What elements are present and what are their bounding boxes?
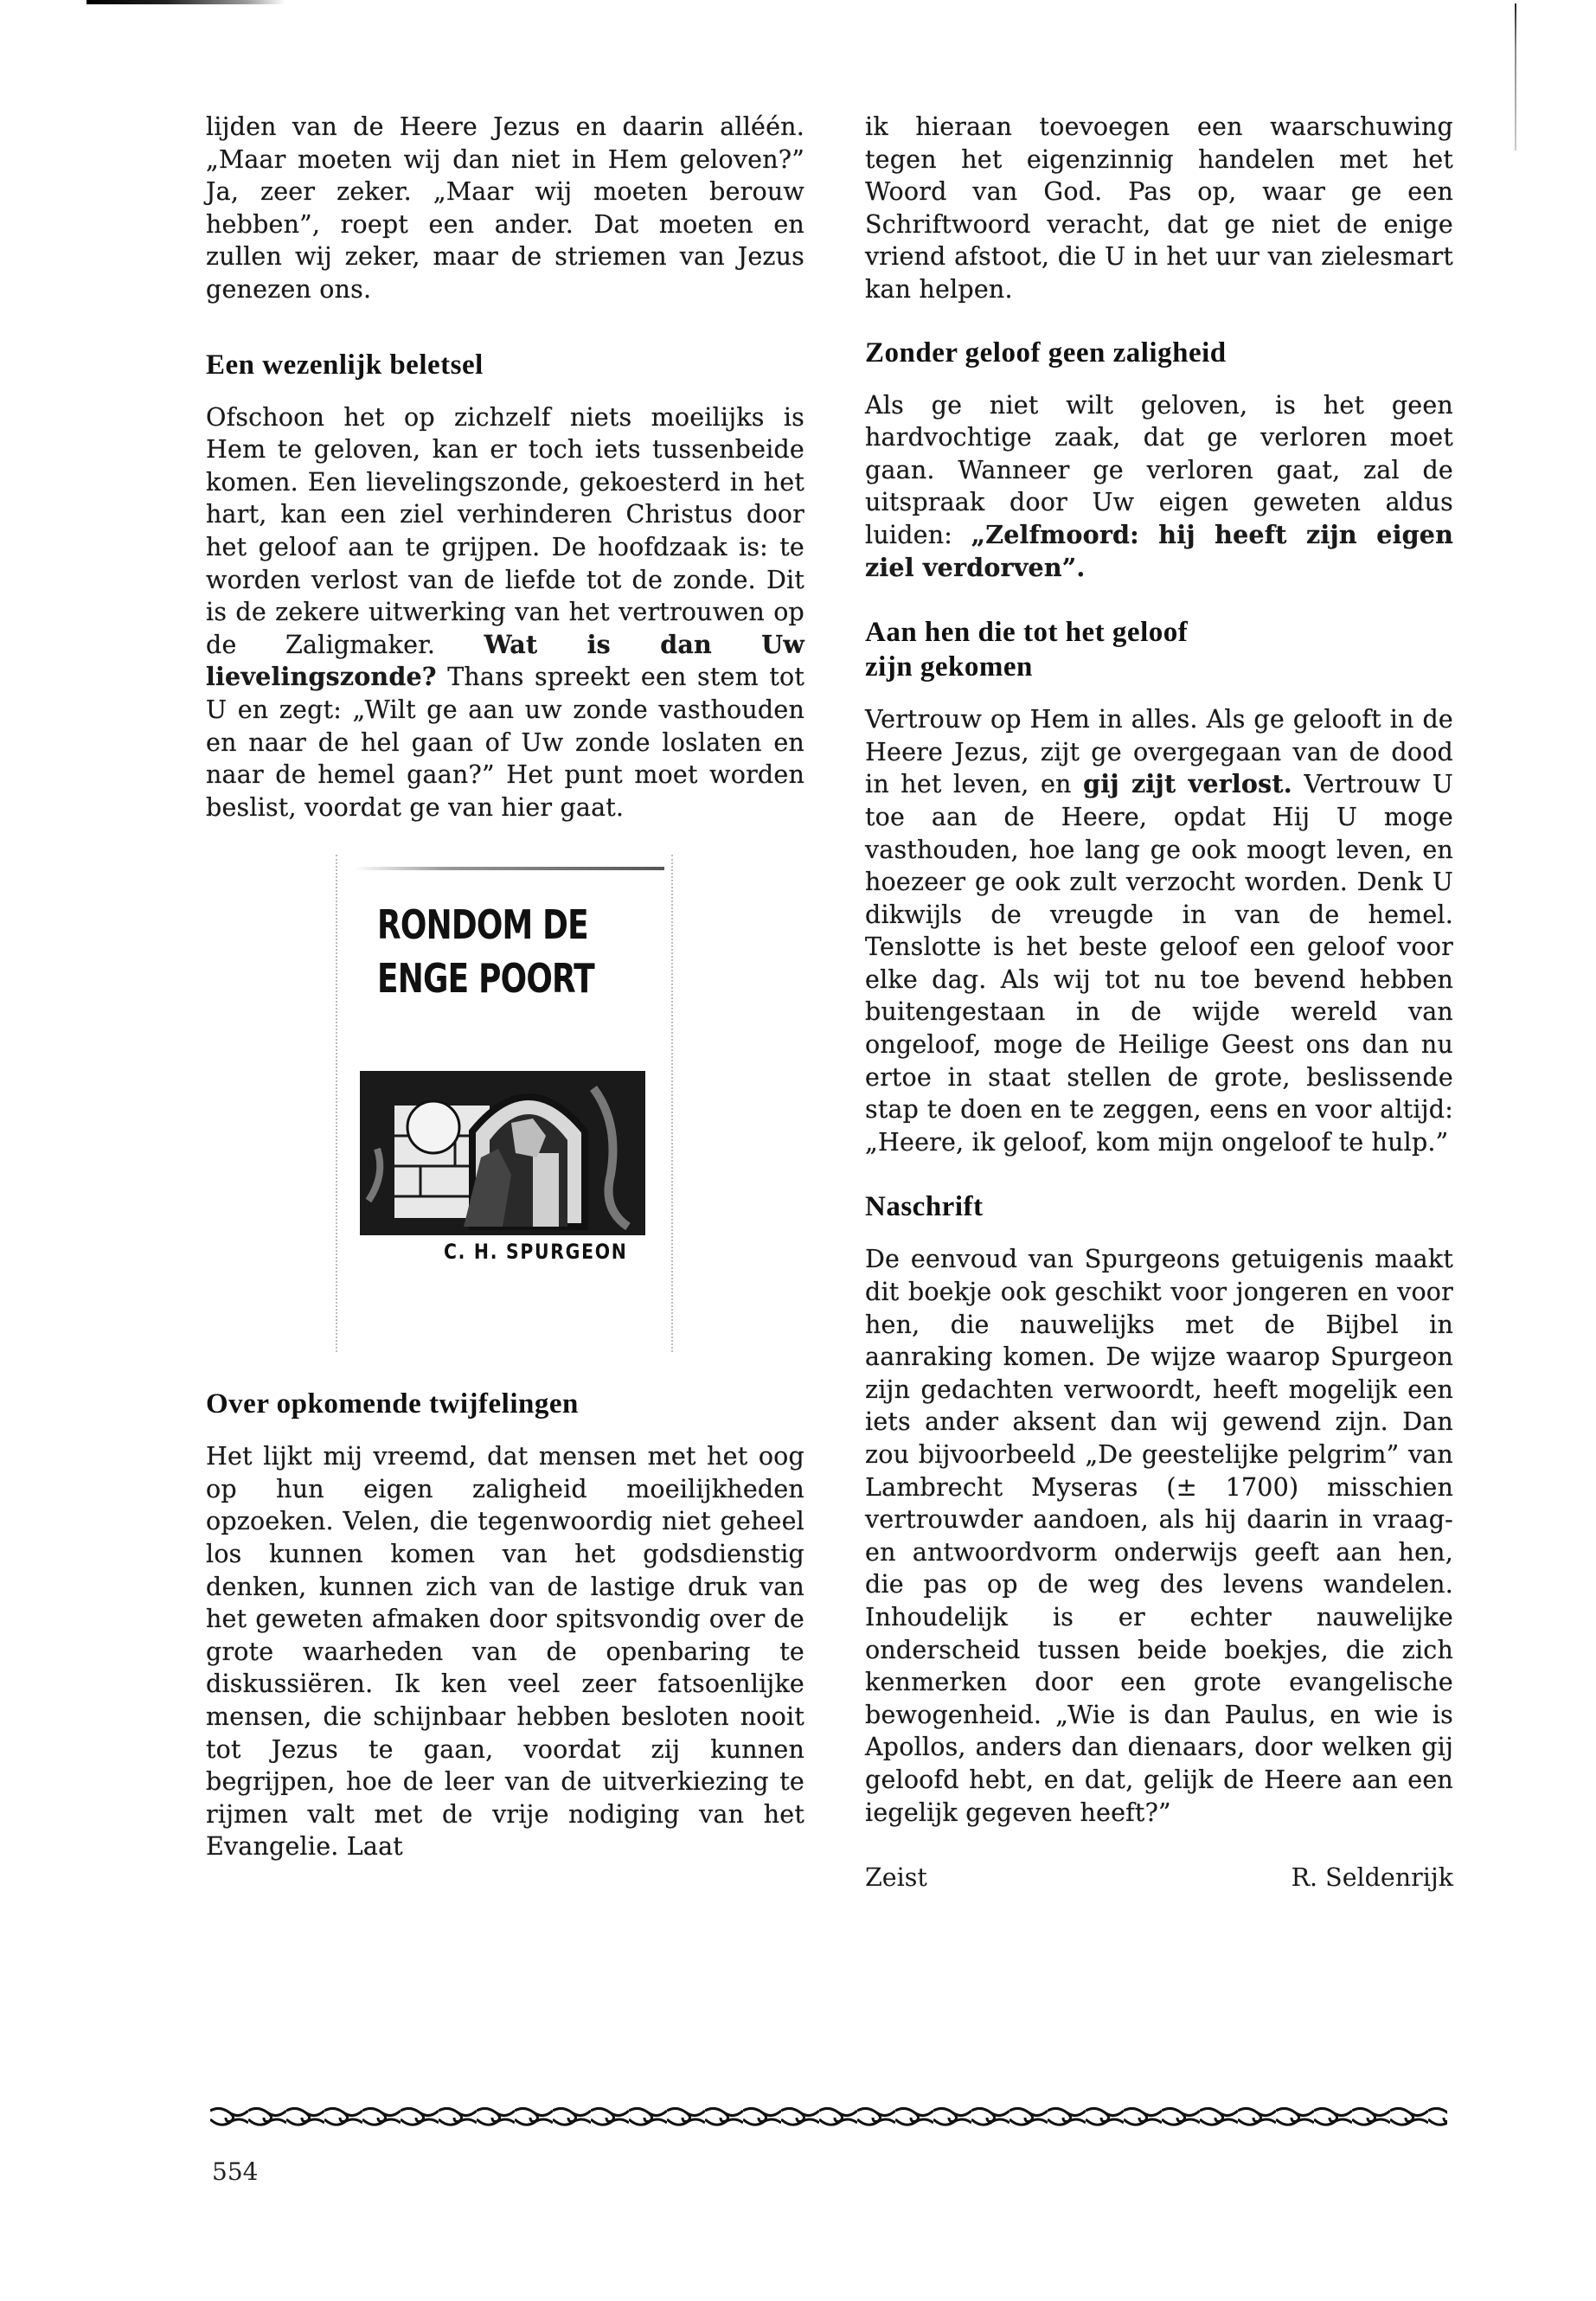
paragraph-text: Als ge niet wilt geloven, is het geen hardvochtige zaak, dat ge verloren moet gaan. Wanneer ge verloren gaat, zal de uitspraak door Uw eigen geweten aldus luiden: (865, 390, 1453, 549)
left-column (206, 111, 804, 1863)
section-heading: Over opkomende twijfelingen (206, 1388, 579, 1420)
paragraph-text: Ofschoon het op zichzelf niets moeilijks is Hem te geloven, kan er toch iets tussenbeide komen. Een lievelingszonde, gekoesterd in het hart, kan een ziel verhinderen Christus door het geloof aan te grijpen. De hoofdzaak is: te worden verlost van de liefde tot de zonde. Dit is de zekere uitwerking van het vertrouwen op de Zaligmaker. (206, 402, 804, 659)
page-number: 554 (212, 2157, 259, 2186)
section-heading: Zonder geloof geen zaligheid (865, 336, 1227, 369)
book-cover-image (336, 855, 673, 1352)
section-heading: Naschrift (865, 1191, 984, 1223)
paragraph-text: Thans spreekt een stem tot U en zegt: „Wilt ge aan uw zonde vasthouden en naar de hel gaan of Uw zonde loslaten en naar de hemel gaan?” Het punt moet worden beslist, voordat ge van hier gaat. (206, 663, 804, 822)
section-heading: Aan hen die tot het geloof zijn gekomen (865, 617, 1189, 683)
paragraph-text: Vertrouw U toe aan de Heere, opdat Hij U moge vasthouden, hoe lang ge ook moogt leven, en hoezeer ge ook zult verzocht worden. Denk U dikwijls de vreugde in van de hemel. Tenslotte is het beste geloof een geloof voor elke dag. Als wij tot nu toe bevend hebben buitengestaan in de wijde wereld van ongeloof, moge de Heilige Geest ons dan nu ertoe in staat stellen de grote, beslissende stap te doen en te zeggen, eens en voor altijd: „Heere, ik geloof, kom mijn ongeloof te hulp.” (865, 770, 1453, 1157)
paragraph (206, 401, 804, 824)
paragraph: Het lijkt mij vreemd, dat mensen met het oog op hun eigen zaligheid moeilijkheden opzoeken. Velen, die tegenwoordig niet geheel los kunnen komen van het godsdienstig denken, kunnen zich van de lastige druk van het geweten afmaken door spitsvondig over de grote waarheden van de openbaring te diskussiëren. Ik ken veel zeer fatsoenlijke mensen, die schijnbaar hebben besloten nooit tot Jezus te gaan, voordat zij kunnen begrijpen, hoe de leer van de uitverkiezing te rijmen valt met de vrije nodiging van het Evangelie. Laat (206, 1442, 804, 1862)
paragraph (865, 703, 1453, 1158)
paragraph: ik hieraan toevoegen een waarschuwing tegen het eigenzinnig handelen met het Woord van God. Pas op, waar ge een Schriftwoord veracht, dat ge niet de enige vriend afstoot, die U in het uur van zielesmart kan helpen. (865, 112, 1453, 304)
paragraph (865, 389, 1453, 585)
book-cover-title: RONDOM DE ENGE POORT (377, 901, 594, 1003)
signature-place: Zeist (865, 1863, 927, 1893)
woodcut-gate-illustration-icon (360, 1071, 645, 1235)
section-heading: Een wezenlijk beletsel (206, 349, 484, 381)
paragraph-bold-text: gij zijt verlost. (1083, 769, 1292, 799)
paragraph-bold-text: „Zelfmoord: hij heeft zijn eigen ziel verdorven”. (865, 519, 1453, 582)
wave-scroll-border-icon (210, 2104, 1447, 2130)
paragraph: lijden van de Heere Jezus en daarin alléén. „Maar moeten wij dan niet in Hem geloven?” Ja, zeer zeker. „Maar wij moeten berouw hebben”, roept een ander. Dat moeten en zullen wij zeker, maar de striemen van Jezus genezen ons. (206, 112, 804, 304)
scan-edge-mark-top (87, 0, 285, 4)
paragraph: De eenvoud van Spurgeons getuigenis maakt dit boekje ook geschikt voor jongeren en voor hen, die nauwelijks met de Bijbel in aanraking komen. De wijze waarop Spurgeon zijn gedachten verwoordt, heeft mogelijk een iets ander aksent dan wij gewend zijn. Dan zou bijvoorbeeld „De geestelijke pelgrim” van Lambrecht Myseras (± 1700) misschien vertrouwder aandoen, als hij daarin in vraag- en antwoordvorm onderwijs geeft aan hen, die pas op de weg des levens wandelen. Inhoudelijk is er echter nauwelijke onderscheid tussen beide boekjes, die zich kenmerken door een grote evangelische bewogenheid. „Wie is dan Paulus, en wie is Apollos, anders dan dienaars, door welken gij geloofd hebt, en dat, gelijk de Heere aan een iegelijk gegeven heeft?” (865, 1245, 1453, 1827)
paragraph-bold-text: Wat is dan Uw lievelingszonde? (206, 629, 804, 692)
scan-edge-mark-right (1515, 3, 1516, 151)
book-cover-author: C. H. SPURGEON (444, 1240, 628, 1265)
signature-line (865, 1862, 1453, 1894)
paragraph-text: Vertrouw op Hem in alles. Als ge gelooft in de Heere Jezus, zijt ge overgegaan van de dood in het leven, en (865, 705, 1453, 799)
signature-author: R. Seldenrijk (1291, 1863, 1453, 1893)
right-column (865, 111, 1453, 1894)
